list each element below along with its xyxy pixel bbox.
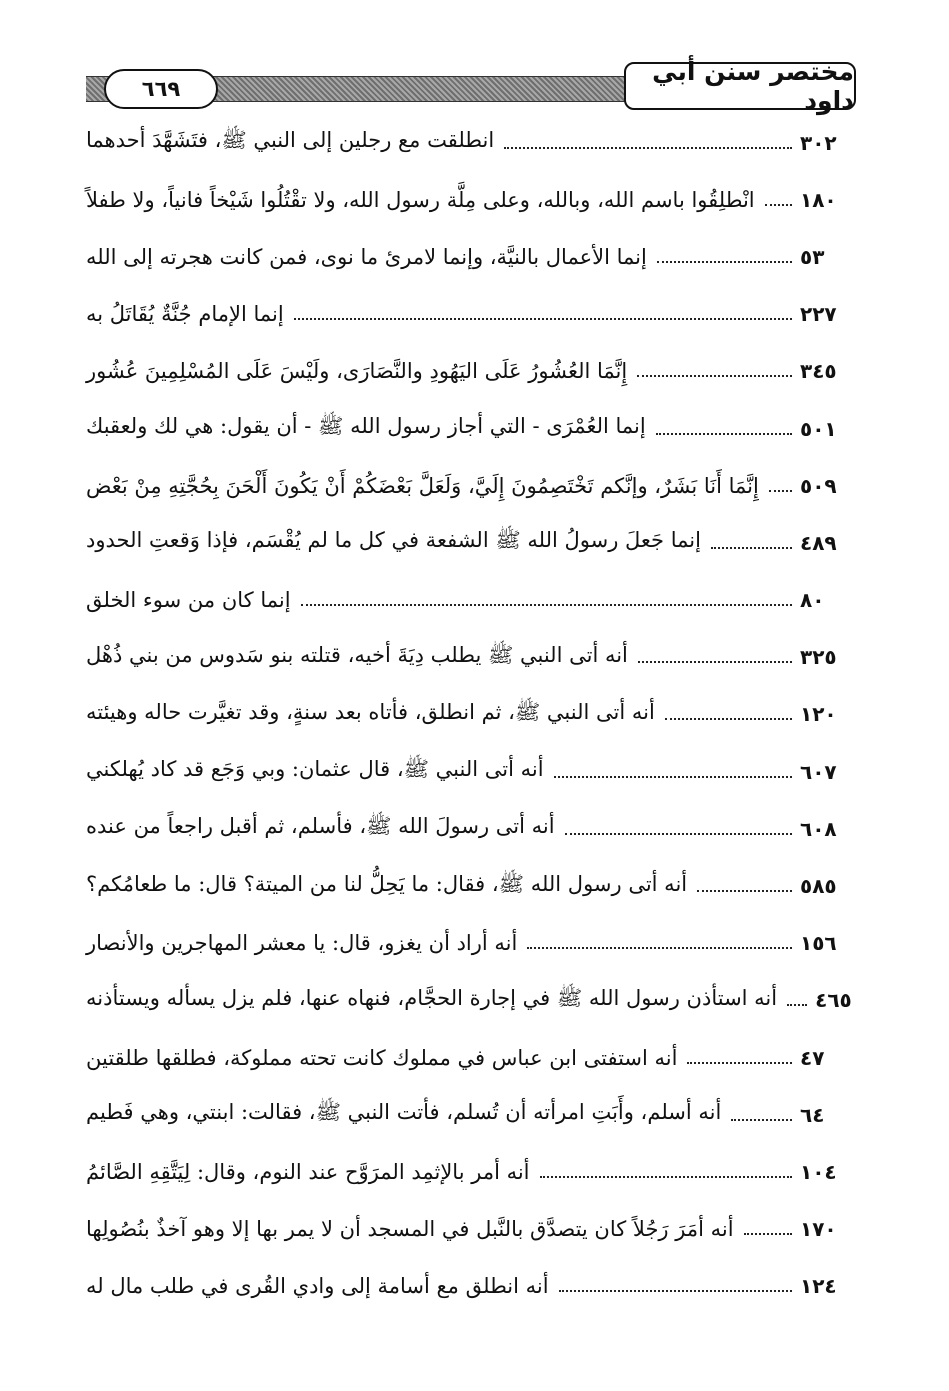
index-entry	[86, 1143, 858, 1200]
entry-text: إنما الأعمال بالنيَّة، وإنما لامرئ ما نوى، فمن كانت هجرته إلى الله	[86, 244, 647, 269]
dot-leader	[744, 1233, 792, 1235]
entry-text: أنه أسلم، وأَبَتِ امرأته أن تُسلم، فأتت النبي ﷺ، فقالت: ابنتي، وهي فَطيم	[86, 1100, 722, 1125]
entry-page-number: ٥٣	[800, 244, 825, 269]
dot-leader	[765, 204, 792, 206]
dot-leader	[665, 718, 792, 720]
entry-text: أنه انطلق مع أسامة إلى وادي القُرى في طلب مال له	[86, 1274, 549, 1299]
entry-page-number: ٦٤	[800, 1102, 825, 1127]
entry-page-number: ٤٧	[800, 1045, 825, 1070]
entry-text: إنما العُمْرَى - التي أجاز رسول الله ﷺ - أن يقول: هي لك ولعقبك	[86, 414, 646, 439]
index-entry	[86, 286, 858, 343]
entry-text: أنه أتى النبي ﷺ يطلب دِيَةَ أخيه، قتلته بنو سَدوس من بني ذُهْل	[86, 642, 628, 667]
entry-text: أنه أتى النبي ﷺ، قال عثمان: وبي وَجَع قد كاد يُهلكني	[86, 757, 544, 782]
dot-leader	[637, 375, 792, 377]
entry-page-number: ٢٢٧	[800, 302, 837, 327]
page-number: ٦٦٩	[104, 69, 218, 109]
entry-text: إِنَّمَا العُشُورُ عَلَى اليَهُودِ والنَّصَارَى، ولَيْسَ عَلَى المُسْلِمِينَ عُشُور	[86, 359, 628, 384]
entry-text: أنه استأذن رسول الله ﷺ في إجارة الحجَّام، فنهاه عنها، فلم يزل يسأله ويستأذنه	[86, 985, 778, 1010]
dot-leader	[638, 661, 792, 663]
entry-page-number: ٥٠٩	[800, 473, 837, 498]
dot-leader	[554, 776, 792, 778]
dot-leader	[301, 604, 792, 606]
entry-page-number: ١٢٠	[800, 702, 837, 727]
index-entry	[86, 800, 858, 857]
index-entry	[86, 572, 858, 629]
index-entry	[86, 400, 858, 457]
index-entry	[86, 686, 858, 743]
index-entry	[86, 171, 858, 228]
dot-leader	[527, 947, 792, 949]
entry-text: إِنَّمَا أَنَا بَشَرٌ، وإنَّكم تَخْتَصِمُونَ إِلَيَّ، وَلَعَلَّ بَعْضَكُمْ أَنْ يَكُونَ أَلْحَنَ بِحُجَّتِهِ مِنْ بَعْض	[86, 473, 759, 498]
dot-leader	[697, 890, 792, 892]
dot-leader	[565, 833, 792, 835]
entry-text: أنه استفتى ابن عباس في مملوك كانت تحته مملوكة، فطلقها طلقتين	[86, 1045, 678, 1070]
index-entry	[86, 857, 858, 914]
entry-text: أنه أتى النبي ﷺ، ثم انطلق، فأتاه بعد سنةٍ، وقد تغيَّرت حاله وهيئته	[86, 699, 655, 724]
index-entry	[86, 743, 858, 800]
index-entry	[86, 114, 858, 171]
entry-page-number: ٣٠٢	[800, 130, 837, 155]
dot-leader	[656, 433, 792, 435]
dot-leader	[294, 318, 792, 320]
entry-page-number: ٣٢٥	[800, 645, 837, 670]
entry-text: أنه أمَرَ رَجُلاً كان يتصدَّق بالنَّبل في المسجد أن لا يمر بها إلا وهو آخذٌ بنُصُولِها	[86, 1217, 734, 1242]
entry-text: إنما كان من سوء الخلق	[86, 588, 291, 613]
index-entry	[86, 1086, 858, 1143]
index-entry	[86, 915, 858, 972]
entry-text: أنه أمر بالإثمِد المرَوَّح عند النوم، وقال: لِيَتَّقِهِ الصَّائمُ	[86, 1159, 530, 1184]
dot-leader	[657, 261, 792, 263]
dot-leader	[711, 547, 792, 549]
page-header	[86, 57, 856, 115]
dot-leader	[787, 1004, 807, 1006]
index-entry	[86, 1258, 858, 1315]
entry-page-number: ٥٠١	[800, 416, 837, 441]
entry-page-number: ٦٠٧	[800, 759, 837, 784]
entry-page-number: ٦٠٨	[800, 816, 837, 841]
index-entry	[86, 514, 858, 571]
dot-leader	[559, 1290, 792, 1292]
entry-page-number: ٤٦٥	[815, 988, 852, 1013]
entry-text: إنما جَعلَ رسولُ الله ﷺ الشفعة في كل ما لم يُقْسَم، فإذا وَقعتِ الحدود	[86, 528, 701, 553]
dot-leader	[540, 1176, 792, 1178]
book-title: مختصر سنن أبي داود	[624, 62, 856, 110]
entry-text: أنه أتى رسولَ الله ﷺ، فأسلم، ثم أقبل راجعاً من عنده	[86, 814, 555, 839]
entry-page-number: ١٧٠	[800, 1217, 837, 1242]
dot-leader	[687, 1062, 792, 1064]
entry-text: انطلقت مع رجلين إلى النبي ﷺ، فتَشَهَّدَ أحدهما	[86, 128, 495, 153]
entry-page-number: ٤٨٩	[800, 530, 837, 555]
entry-page-number: ٣٤٥	[800, 359, 837, 384]
entry-text: انْطلِقُوا باسم الله، وبالله، وعلى مِلَّة رسول الله، ولا تقْتُلُوا شَيْخاً فانياً، ولا طفلاً	[86, 187, 755, 212]
entry-page-number: ٨٠	[800, 588, 825, 613]
index-entry	[86, 343, 858, 400]
index-entry	[86, 1029, 858, 1086]
entry-text: إنما الإمام جُنَّةٌ يُقَاتَلُ به	[86, 302, 284, 327]
entry-page-number: ١٢٤	[800, 1274, 837, 1299]
entry-page-number: ١٨٠	[800, 187, 837, 212]
index-entry	[86, 228, 858, 285]
dot-leader	[504, 147, 792, 149]
entry-text: أنه أراد أن يغزو، قال: يا معشر المهاجرين والأنصار	[86, 931, 518, 956]
entry-text: أنه أتى رسول الله ﷺ، فقال: ما يَحِلُّ لنا من الميتة؟ قال: ما طعامُكم؟	[86, 871, 688, 896]
entry-page-number: ١٠٤	[800, 1159, 837, 1184]
index-entry	[86, 972, 858, 1029]
dot-leader	[769, 490, 792, 492]
entry-page-number: ٥٨٥	[800, 874, 837, 899]
index-entry	[86, 1201, 858, 1258]
index-entry	[86, 629, 858, 686]
dot-leader	[731, 1119, 792, 1121]
index-entry	[86, 457, 858, 514]
index-list	[86, 114, 858, 1315]
entry-page-number: ١٥٦	[800, 931, 837, 956]
